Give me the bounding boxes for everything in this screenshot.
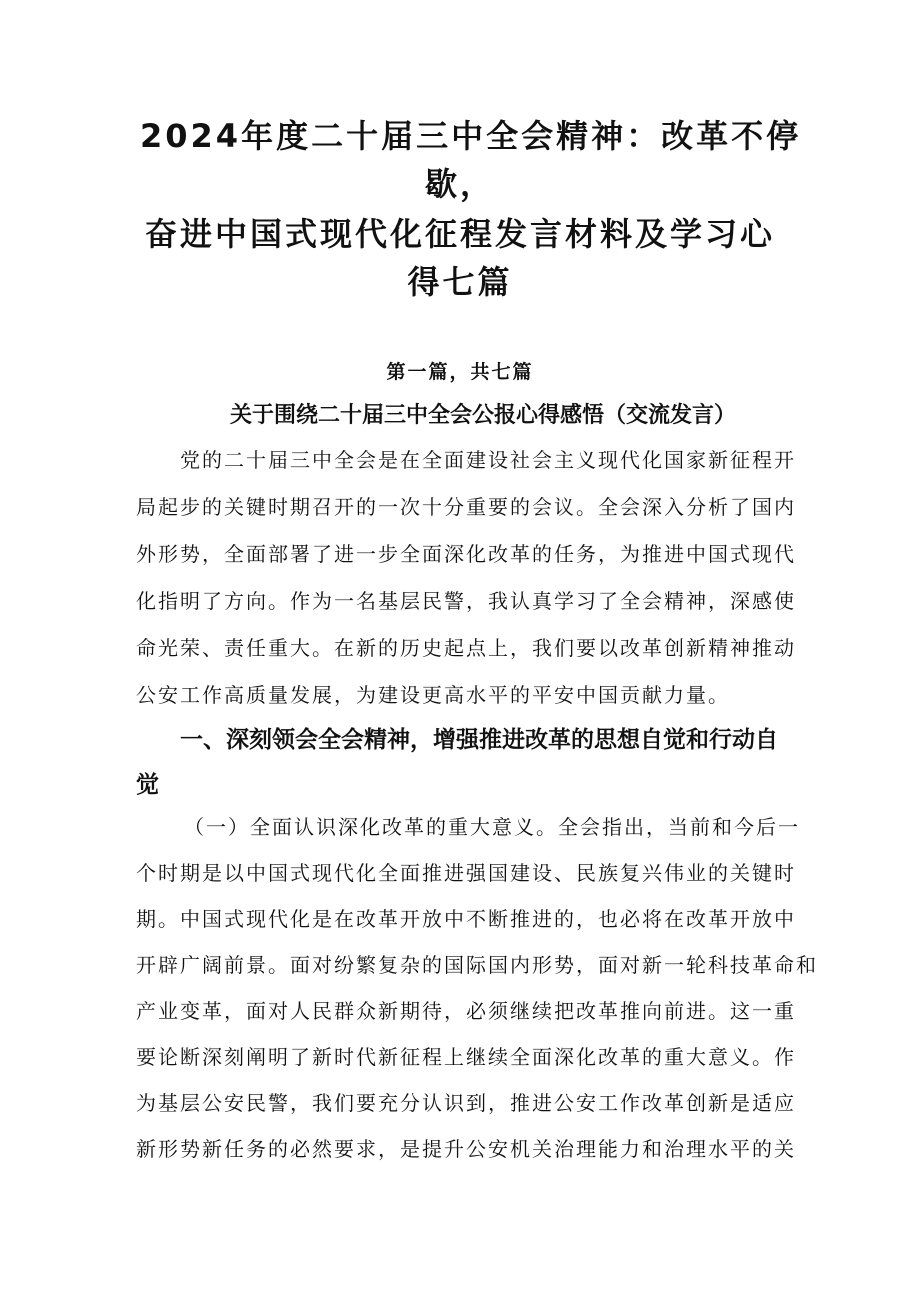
document-title-line-3: 奋进中国式现代化征程发言材料及学习心: [144, 215, 775, 253]
intro-line: 化指明了方向。作为一名基层民警，我认真学习了全会精神，深感使: [136, 589, 796, 613]
body-line: 为基层公安民警，我们要充分认识到，推进公安工作改革创新是适应: [136, 1091, 796, 1115]
document-title-line-2: 歇，: [424, 165, 495, 203]
body-line: 期。中国式现代化是在改革开放中不断推进的，也必将在改革开放中: [136, 907, 796, 931]
body-line: 要论断深刻阐明了新时代新征程上继续全面深化改革的重大意义。作: [136, 1045, 796, 1069]
body-line: （一）全面认识深化改革的重大意义。全会指出，当前和今后一: [184, 815, 800, 839]
intro-line: 党的二十届三中全会是在全面建设社会主义现代化国家新征程开: [180, 448, 796, 472]
body-line: 个时期是以中国式现代化全面推进强国建设、民族复兴伟业的关键时: [136, 861, 796, 885]
intro-line: 局起步的关键时期召开的一次十分重要的会议。全会深入分析了国内: [136, 495, 796, 519]
intro-line: 公安工作高质量发展，为建设更高水平的平安中国贡献力量。: [136, 683, 730, 707]
body-line: 产业变革，面对人民群众新期待，必须继续把改革推向前进。这一重: [136, 999, 796, 1023]
intro-line: 外形势，全面部署了进一步全面深化改革的任务，为推进中国式现代: [136, 542, 796, 566]
document-title-line-4: 得七篇: [407, 263, 513, 301]
body-line: 开辟广阔前景。面对纷繁复杂的国际国内形势，面对新一轮科技革命和: [136, 953, 818, 977]
part-label: 第一篇，共七篇: [386, 361, 534, 383]
section-heading-line-2: 觉: [136, 772, 159, 798]
body-line: 新形势新任务的必然要求，是提升公安机关治理能力和治理水平的关: [136, 1137, 796, 1161]
document-title-line-1: 2024年度二十届三中全会精神：改革不停: [140, 117, 802, 155]
article-title: 关于围绕二十届三中全会公报心得感悟（交流发言）: [230, 403, 737, 428]
intro-line: 命光荣、责任重大。在新的历史起点上，我们要以改革创新精神推动: [136, 636, 796, 660]
section-heading-line-1: 一、深刻领会全会精神，增强推进改革的思想自觉和行动自: [180, 727, 778, 753]
